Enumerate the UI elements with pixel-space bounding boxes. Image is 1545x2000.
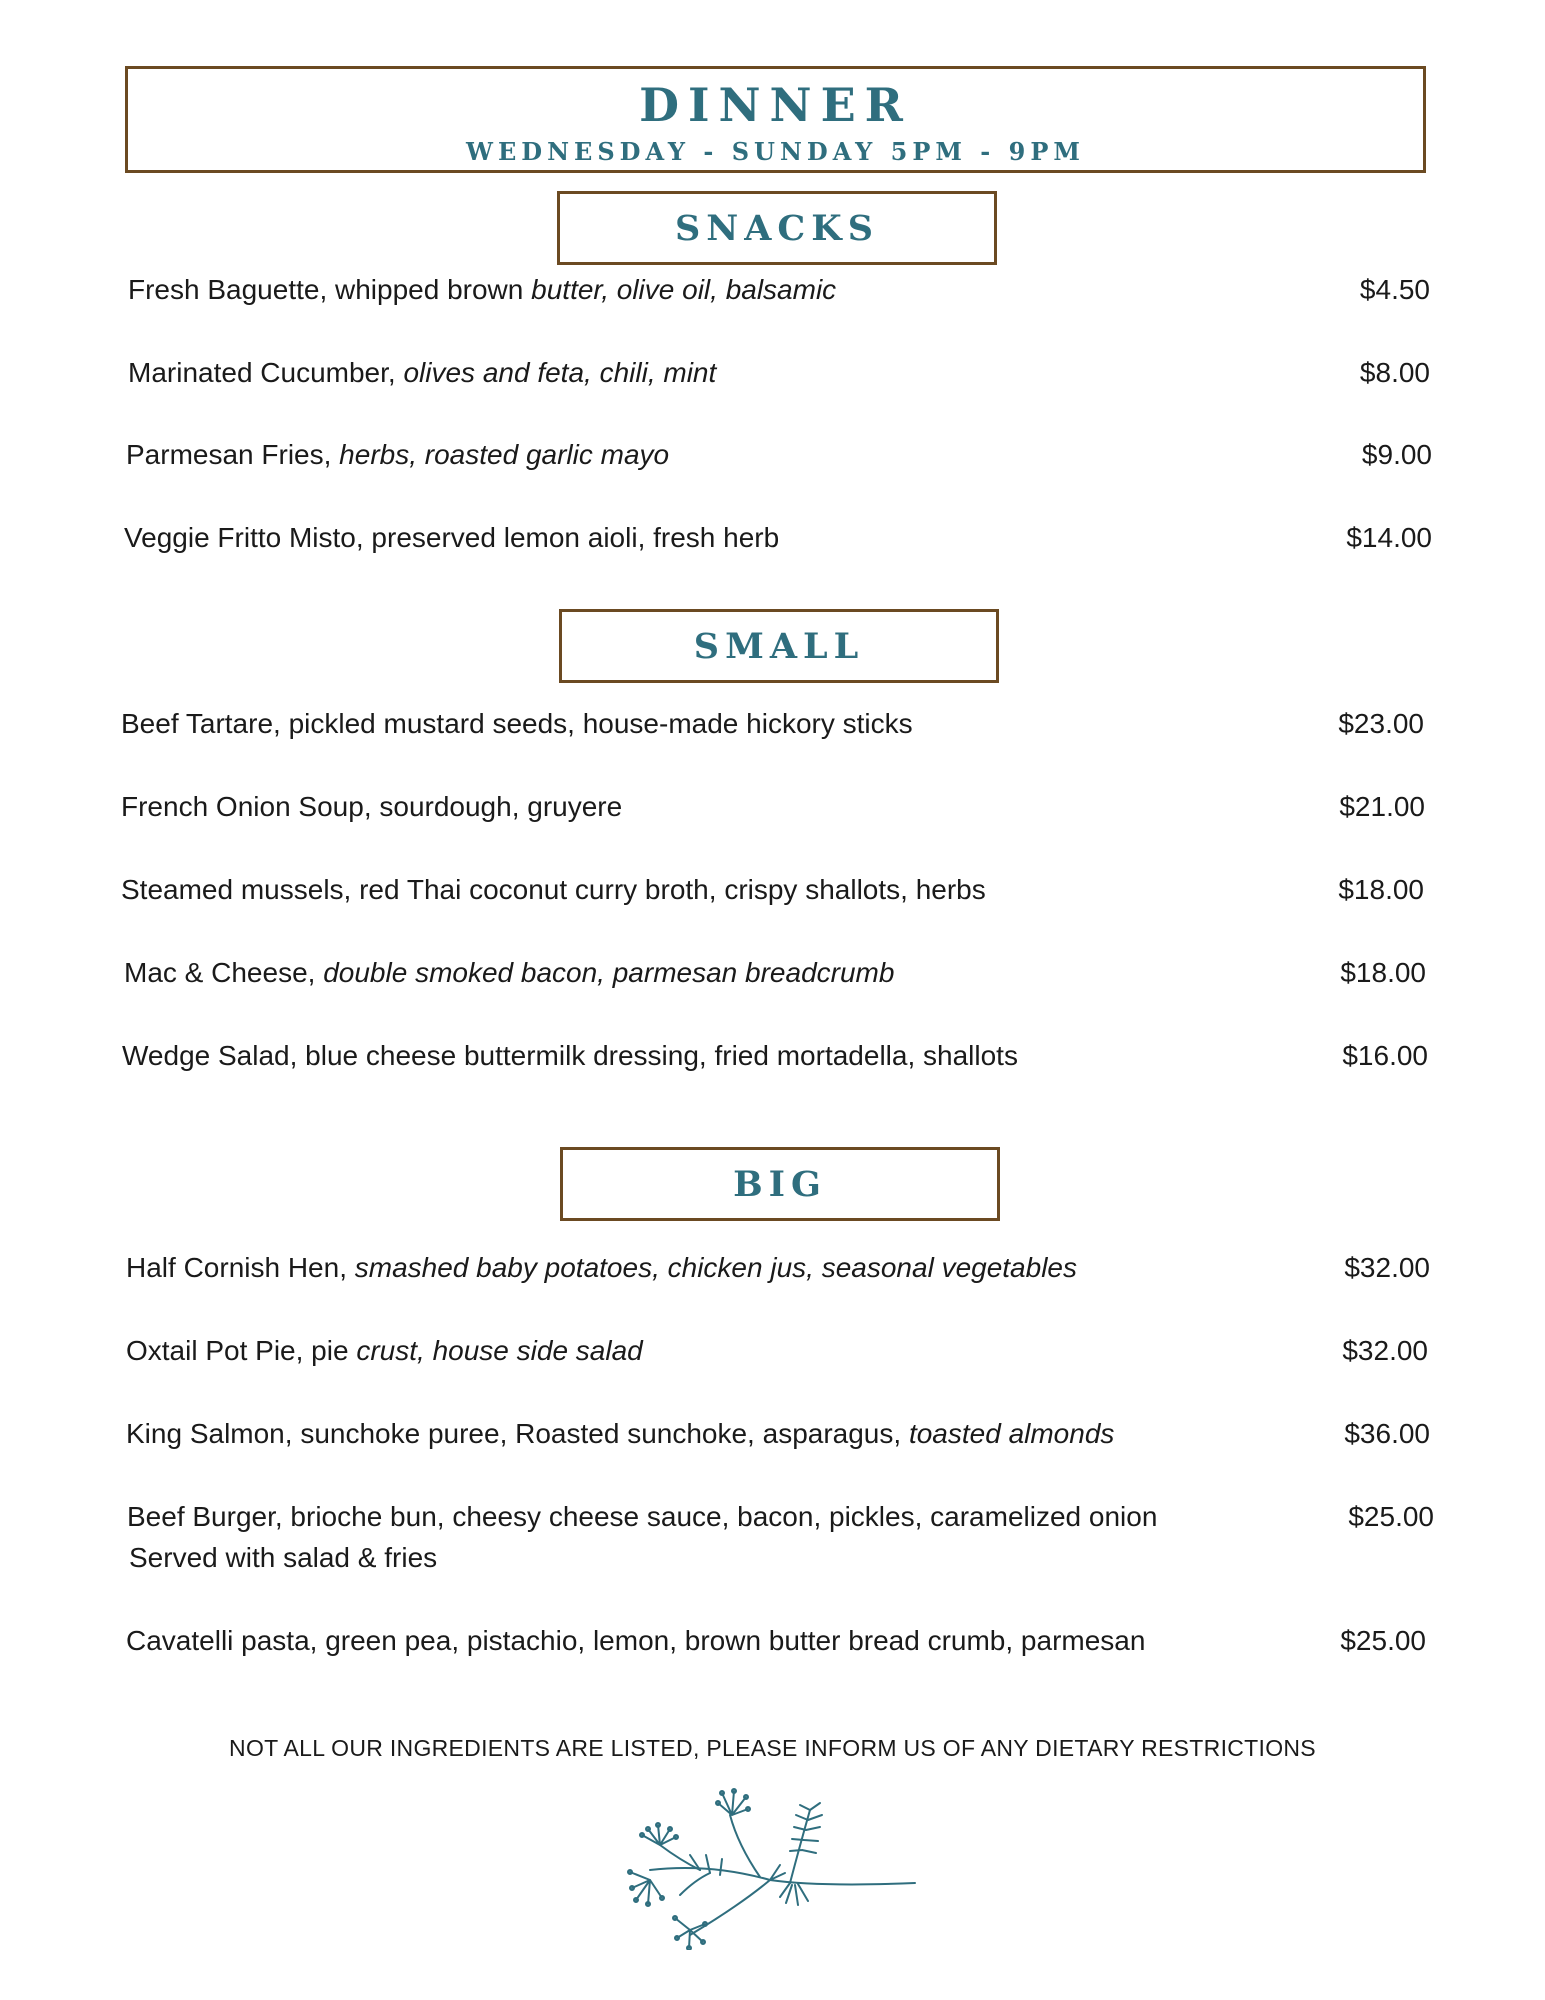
menu-item — [124, 518, 779, 558]
item-price: $25.00 — [1340, 1625, 1426, 1656]
menu-item — [124, 953, 894, 993]
menu-item — [126, 435, 669, 475]
item-name: Beef Tartare, pickled mustard seeds, house-made hickory sticks — [121, 708, 913, 739]
item-price: $21.00 — [1339, 791, 1425, 822]
section-title-small: SMALL — [559, 609, 999, 683]
item-price: $32.00 — [1342, 1335, 1428, 1366]
item-name: Oxtail Pot Pie, pie — [126, 1335, 357, 1366]
menu-item — [128, 353, 716, 393]
item-price: $18.00 — [1338, 874, 1424, 905]
menu-header — [125, 66, 1426, 173]
item-price: $23.00 — [1338, 708, 1424, 739]
item-name: Half Cornish Hen, — [126, 1252, 355, 1283]
section-title-big: BIG — [560, 1147, 1000, 1221]
page-title: DINNER — [639, 78, 912, 132]
menu-item — [126, 1414, 1114, 1454]
item-price: $32.00 — [1344, 1252, 1430, 1283]
menu-item — [126, 1621, 1145, 1661]
item-name: King Salmon, sunchoke puree, Roasted sunchoke, asparagus, — [126, 1418, 909, 1449]
menu-item — [121, 704, 913, 744]
section-title-snacks: SNACKS — [557, 191, 997, 265]
item-price: $8.00 — [1359, 357, 1430, 388]
service-hours: WEDNESDAY - SUNDAY 5PM - 9PM — [466, 137, 1085, 166]
menu-item — [127, 1497, 1157, 1537]
item-description: smashed baby potatoes, chicken jus, seasonal vegetables — [354, 1252, 1077, 1283]
item-name: Parmesan Fries, — [126, 439, 340, 470]
item-name: Wedge Salad, blue cheese buttermilk dressing, fried mortadella, shallots — [122, 1040, 1018, 1071]
item-price: $16.00 — [1342, 1040, 1428, 1071]
item-name: Fresh Baguette, whipped brown — [128, 274, 532, 305]
item-description: double smoked bacon, parmesan breadcrumb — [323, 957, 895, 988]
item-name: French Onion Soup, sourdough, gruyere — [121, 791, 623, 822]
menu-item — [128, 270, 836, 310]
item-name: Marinated Cucumber, — [128, 357, 404, 388]
item-price: $9.00 — [1361, 439, 1432, 470]
menu-item — [121, 787, 622, 827]
item-price: $18.00 — [1340, 957, 1426, 988]
item-price: $25.00 — [1348, 1501, 1434, 1532]
dietary-notice: NOT ALL OUR INGREDIENTS ARE LISTED, PLEASE INFORM US OF ANY DIETARY RESTRICTIONS — [229, 1735, 1316, 1761]
item-price: $4.50 — [1359, 274, 1430, 305]
item-description: crust, house side salad — [356, 1335, 643, 1366]
item-name: Cavatelli pasta, green pea, pistachio, lemon, brown butter bread crumb, parmesan — [126, 1625, 1146, 1656]
item-price: $14.00 — [1346, 522, 1432, 553]
item-description: herbs, roasted garlic mayo — [339, 439, 670, 470]
menu-item — [126, 1248, 1077, 1288]
herb-sprig-icon — [620, 1785, 920, 1950]
item-description: olives and feta, chili, mint — [403, 357, 717, 388]
item-description: butter, olive oil, balsamic — [531, 274, 837, 305]
item-name: Mac & Cheese, — [124, 957, 324, 988]
menu-item — [122, 1036, 1018, 1076]
item-name: Beef Burger, brioche bun, cheesy cheese sauce, bacon, pickles, caramelized onion — [127, 1501, 1158, 1532]
item-price: $36.00 — [1344, 1418, 1430, 1449]
item-description: toasted almonds — [908, 1418, 1115, 1449]
item-name: Steamed mussels, red Thai coconut curry broth, crispy shallots, herbs — [121, 874, 986, 905]
menu-item — [126, 1331, 643, 1371]
item-name: Veggie Fritto Misto, preserved lemon aioli, fresh herb — [124, 522, 780, 553]
menu-item-note: Served with salad & fries — [129, 1542, 438, 1573]
menu-item — [121, 870, 986, 910]
